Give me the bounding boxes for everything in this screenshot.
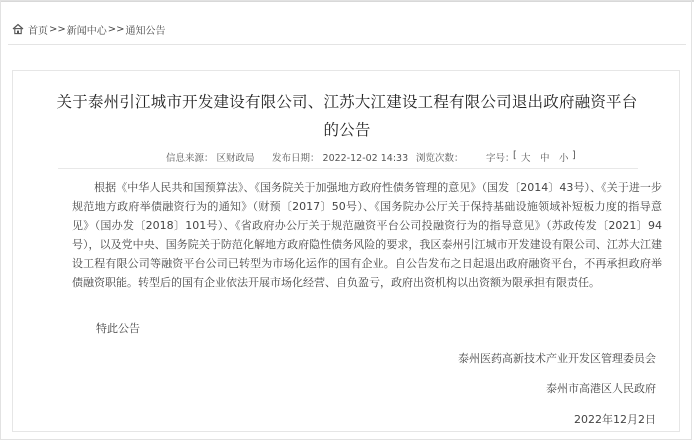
article-title	[40, 88, 654, 144]
meta-publish-date: 发布日期： 2022-12-02 14:33	[272, 153, 409, 164]
breadcrumb-notices-link[interactable]: 通知公告	[125, 25, 166, 37]
meta-divider	[58, 168, 638, 169]
breadcrumb	[12, 21, 166, 37]
font-size-small-button[interactable]: 小	[559, 153, 569, 164]
sign-date: 2022年12月2日	[574, 413, 656, 426]
font-size-medium-button[interactable]: 中	[540, 153, 550, 164]
breadcrumb-news-link[interactable]: 新闻中心	[66, 25, 107, 37]
font-size-large-button[interactable]: 大	[521, 153, 531, 164]
breadcrumb-separator: >>	[49, 23, 66, 35]
house-icon	[12, 23, 24, 35]
meta-source: 信息来源： 区财政局	[166, 153, 255, 164]
article-closing: 特此公告	[96, 322, 140, 335]
font-size-label: 字号：	[486, 153, 515, 164]
article-title-line2: 的公告	[323, 121, 371, 139]
signer-government: 泰州市高港区人民政府	[546, 382, 656, 395]
meta-views: 浏览次数：	[416, 153, 464, 164]
breadcrumb-home-link[interactable]: 首页	[28, 25, 48, 37]
article-body: 根据《中华人民共和国预算法》、《国务院关于加强地方政府性债务管理的意见》（国发〔2014〕43号）、《关于进一步规范地方政府举债融资行为的通知》（财预〔2017〕50号）、《国务院办公厅关于保持基础设施领域补短板力度的指导意见》（国办发〔2018〕101号）、《省政府办公厅关于规范融资平台公司投融资行为的指导意见》（苏政传发〔2021〕94号），以及党中央、国务院关于防范化解地方政府隐性债务风险的要求，我区泰州引江城市开发建设有限公司、江苏大江建设工程有限公司等融资平台公司已转型为市场化运作的国有企业。自公告发布之日起退出政府融资平台，不再承担政府举债融资职能。转型后的国有企业依法开展市场化经营、自负盈亏，政府出资机构以出资额为限承担有限责任。	[72, 181, 662, 289]
header-divider	[8, 44, 686, 45]
signer-committee: 泰州医药高新技术产业开发区管理委员会	[458, 352, 656, 365]
breadcrumb-separator: >>	[107, 23, 125, 35]
font-size-bracket-close: ]	[572, 150, 576, 161]
font-size-bracket-open: [	[513, 150, 517, 161]
article-title-line1: 关于泰州引江城市开发建设有限公司、江苏大江建设工程有限公司退出政府融资平台	[56, 93, 638, 111]
